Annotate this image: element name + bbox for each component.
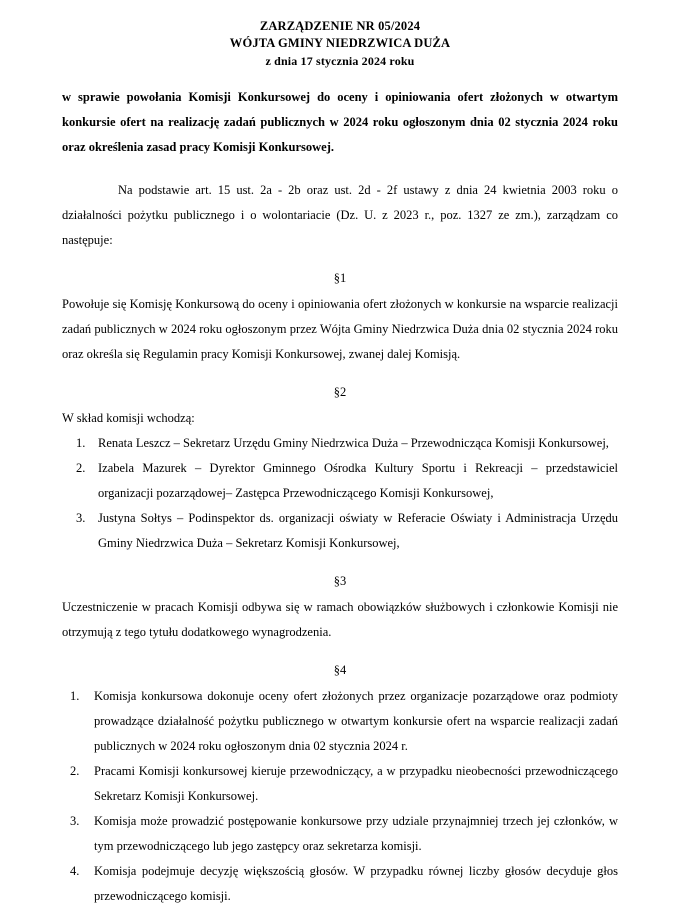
legal-basis-text: Na podstawie art. 15 ust. 2a - 2b oraz ust. 2d - 2f ustawy z dnia 24 kwietnia 2003 roku o działalności pożytku publicznego i o wolontariacie (Dz. U. z 2023 r., poz. 1327 ze zm.), zarządzam co następuje:	[62, 183, 618, 248]
section-3-body: Uczestniczenie w pracach Komisji odbywa się w ramach obowiązków służbowych i członkowie Komisji nie otrzymują z tego tytułu dodatkowego wynagrodzenia.	[62, 600, 618, 640]
document-date-line: z dnia 17 stycznia 2024 roku	[265, 53, 415, 68]
section-mark-1: §1	[333, 271, 347, 286]
document-title-line1: ZARZĄDZENIE NR 05/2024	[259, 19, 421, 33]
section-mark-2: §2	[333, 385, 347, 400]
document-subject: w sprawie powołania Komisji Konkursowej do oceny i opiniowania ofert złożonych w otwartym konkursie ofert na realizację zadań publicznych w 2024 roku ogłoszonym dnia 02 stycznia 2024 roku oraz określenia zasad pracy Komisji Konkursowej.	[62, 90, 618, 155]
section-mark-3: §3	[333, 574, 347, 589]
document-title-line2: WÓJTA GMINY NIEDRZWICA DUŻA	[229, 36, 451, 51]
legal-basis-paragraph	[62, 178, 618, 253]
list-item: Renata Leszcz – Sekretarz Urzędu Gminy Niedrzwica Duża – Przewodnicząca Komisji Konkursowej,	[98, 436, 609, 451]
section-2-lead: W skład komisji wchodzą:	[62, 411, 195, 426]
section-mark-4: §4	[333, 663, 347, 678]
list-item: Justyna Sołtys – Podinspektor ds. organizacji oświaty w Referacie Oświaty i Administracja Urzędu Gminy Niedrzwica Duża – Sekretarz Komisji Konkursowej,	[98, 511, 618, 551]
section-1-body: Powołuje się Komisję Konkursową do oceny i opiniowania ofert złożonych w konkursie na wsparcie realizacji zadań publicznych w 2024 roku ogłoszonym przez Wójta Gminy Niedrzwica Duża dnia 02 stycznia 2024 roku oraz określa się Regulamin pracy Komisji Konkursowej, zwanej dalej Komisją.	[62, 297, 618, 362]
list-item: Komisja konkursowa dokonuje oceny ofert złożonych przez organizacje pozarządowe oraz podmioty prowadzące działalność pożytku publicznego w otwartym konkursie ofert na wsparcie realizacji zadań publicznych w 2024 roku ogłoszonym dnia 02 stycznia 2024 r.	[94, 689, 618, 754]
section-4-rules-list	[62, 684, 618, 909]
list-item: Komisja może prowadzić postępowanie konkursowe przy udziale przynajmniej trzech jej członków, w tym przewodniczącego lub jego zastępcy oraz sekretarza komisji.	[94, 814, 618, 854]
commission-members-list	[62, 431, 618, 556]
document-header	[62, 18, 618, 69]
list-item: Pracami Komisji konkursowej kieruje przewodniczący, a w przypadku nieobecności przewodniczącego Sekretarz Komisji Konkursowej.	[94, 764, 618, 804]
list-item: Izabela Mazurek – Dyrektor Gminnego Ośrodka Kultury Sportu i Rekreacji – przedstawiciel organizacji pozarządowej– Zastępca Przewodniczącego Komisji Konkursowej,	[98, 461, 618, 501]
list-item: Komisja podejmuje decyzję większością głosów. W przypadku równej liczby głosów decyduje głos przewodniczącego komisji.	[94, 864, 618, 904]
